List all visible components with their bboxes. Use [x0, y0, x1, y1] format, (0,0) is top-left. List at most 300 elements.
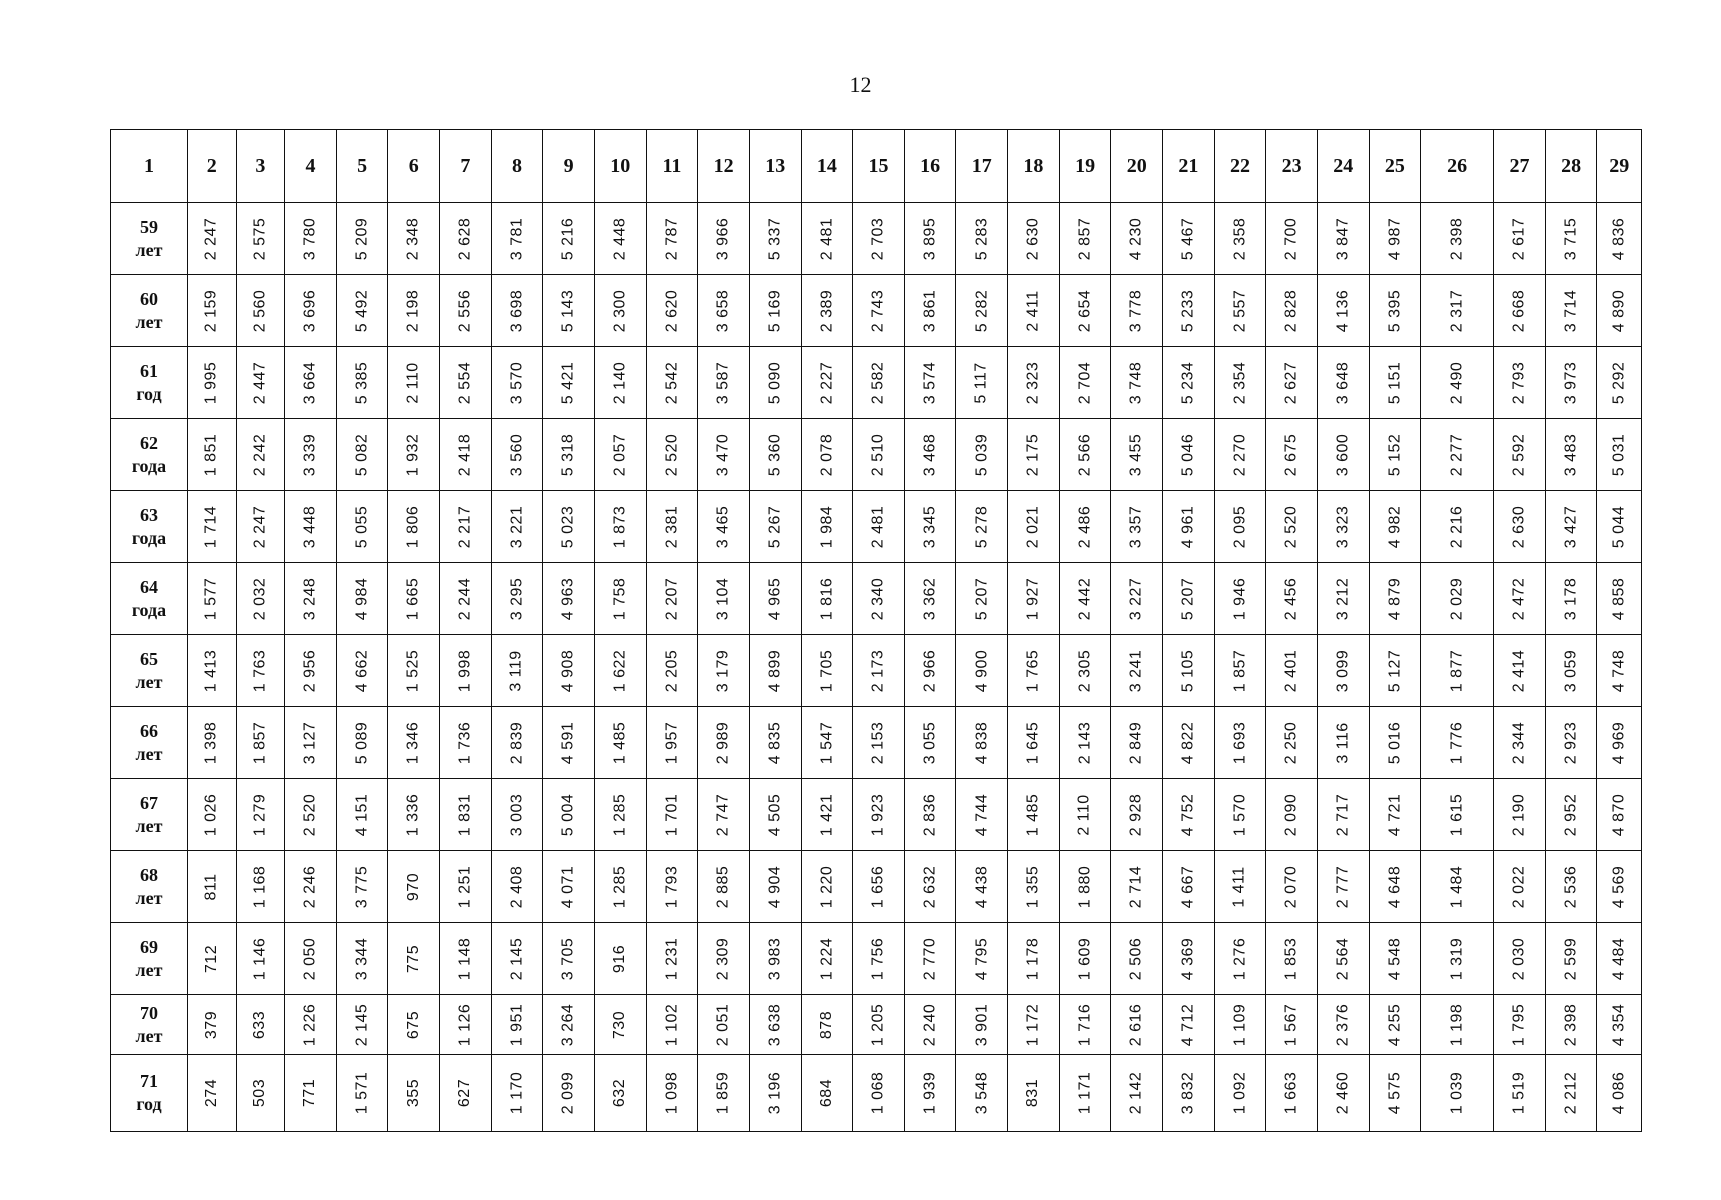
cell-value: 2 095 — [1230, 505, 1248, 548]
value-cell — [956, 923, 1008, 995]
value-cell — [440, 1055, 492, 1132]
cell-value: 3 698 — [508, 289, 526, 332]
cell-value: 2 599 — [1562, 937, 1580, 980]
cell-value: 3 778 — [1127, 289, 1145, 332]
value-cell — [491, 851, 543, 923]
cell-value: 5 492 — [353, 289, 371, 332]
cell-value: 2 140 — [611, 361, 629, 404]
value-cell — [1421, 491, 1494, 563]
cell-value: 1 857 — [1230, 649, 1248, 692]
table-row — [111, 923, 1642, 995]
cell-value: 4 721 — [1385, 793, 1403, 836]
cell-value: 5 207 — [972, 577, 990, 620]
cell-value: 2 620 — [662, 289, 680, 332]
value-cell — [1597, 203, 1642, 275]
value-cell — [440, 419, 492, 491]
cell-value: 2 323 — [1024, 361, 1042, 404]
value-cell — [1163, 563, 1215, 635]
cell-value: 4 484 — [1610, 937, 1628, 980]
cell-value: 1 957 — [662, 721, 680, 764]
value-cell — [1317, 779, 1369, 851]
cell-value: 2 309 — [714, 937, 732, 980]
value-cell — [1421, 851, 1494, 923]
cell-value: 3 587 — [714, 361, 732, 404]
column-header-7: 7 — [440, 130, 492, 203]
value-cell — [440, 203, 492, 275]
cell-value: 3 638 — [766, 1003, 784, 1046]
value-cell — [904, 779, 956, 851]
cell-value: 2 142 — [1127, 1071, 1145, 1115]
value-cell — [1545, 563, 1597, 635]
cell-value: 1 877 — [1448, 649, 1466, 692]
cell-value: 1 068 — [869, 1071, 887, 1115]
cell-value: 2 143 — [1076, 721, 1094, 764]
value-cell — [1008, 995, 1060, 1055]
cell-value: 4 836 — [1610, 217, 1628, 260]
value-cell — [543, 275, 595, 347]
column-header-12: 12 — [698, 130, 750, 203]
value-cell — [491, 563, 543, 635]
cell-value: 5 117 — [972, 361, 990, 404]
cell-value: 2 250 — [1282, 721, 1300, 764]
value-cell — [698, 851, 750, 923]
cell-value: 1 758 — [611, 577, 629, 620]
column-header-5: 5 — [336, 130, 388, 203]
value-cell — [594, 275, 646, 347]
cell-value: 2 099 — [559, 1071, 577, 1115]
value-cell — [1214, 347, 1266, 419]
value-cell — [388, 779, 440, 851]
cell-value: 1 795 — [1510, 1003, 1528, 1046]
value-cell — [1008, 491, 1060, 563]
value-cell — [1214, 995, 1266, 1055]
cell-value: 3 574 — [921, 361, 939, 404]
value-cell — [1163, 635, 1215, 707]
value-cell — [1008, 275, 1060, 347]
value-cell — [440, 635, 492, 707]
cell-value: 5 278 — [972, 505, 990, 548]
value-cell — [388, 563, 440, 635]
cell-value: 274 — [202, 1078, 220, 1108]
value-cell — [285, 779, 337, 851]
cell-value: 1 831 — [456, 793, 474, 836]
cell-value: 2 787 — [662, 217, 680, 260]
value-cell — [1214, 419, 1266, 491]
cell-value: 1 571 — [353, 1071, 371, 1115]
value-cell — [1059, 275, 1111, 347]
value-cell — [1545, 491, 1597, 563]
cell-value: 2 175 — [1024, 433, 1042, 476]
value-cell — [853, 347, 905, 419]
cell-value: 2 110 — [1076, 793, 1094, 836]
column-header-6: 6 — [388, 130, 440, 203]
value-cell — [1266, 1055, 1318, 1132]
value-cell — [1163, 923, 1215, 995]
cell-value: 3 600 — [1334, 433, 1352, 476]
value-cell — [1163, 203, 1215, 275]
age-cell — [111, 851, 188, 923]
value-cell — [1317, 851, 1369, 923]
value-cell — [1008, 419, 1060, 491]
value-cell — [491, 491, 543, 563]
value-cell — [646, 779, 698, 851]
cell-value: 2 153 — [869, 721, 887, 764]
value-cell — [187, 347, 236, 419]
value-cell — [749, 491, 801, 563]
cell-value: 3 221 — [508, 505, 526, 548]
cell-value: 3 227 — [1127, 577, 1145, 620]
value-cell — [336, 851, 388, 923]
age-cell — [111, 707, 188, 779]
cell-value: 4 835 — [766, 721, 784, 764]
value-cell — [491, 635, 543, 707]
cell-value: 2 198 — [404, 289, 422, 332]
value-cell — [1111, 203, 1163, 275]
cell-value: 3 427 — [1562, 505, 1580, 548]
cell-value: 831 — [1024, 1078, 1042, 1108]
cell-value: 3 966 — [714, 217, 732, 260]
cell-value: 1 148 — [456, 937, 474, 980]
cell-value: 3 775 — [353, 865, 371, 908]
cell-value: 2 630 — [1510, 505, 1528, 548]
cell-value: 1 285 — [611, 865, 629, 908]
value-cell — [749, 779, 801, 851]
value-cell — [646, 203, 698, 275]
value-cell — [646, 347, 698, 419]
age-number: 61 — [139, 360, 158, 381]
value-cell — [236, 347, 285, 419]
column-header-25: 25 — [1369, 130, 1421, 203]
cell-value: 1 816 — [817, 577, 835, 620]
value-cell — [285, 707, 337, 779]
cell-value: 2 070 — [1282, 865, 1300, 908]
value-cell — [1111, 1055, 1163, 1132]
value-cell — [440, 779, 492, 851]
cell-value: 2 381 — [662, 505, 680, 548]
value-cell — [956, 347, 1008, 419]
value-cell — [491, 347, 543, 419]
value-cell — [285, 851, 337, 923]
value-cell — [543, 419, 595, 491]
cell-value: 2 554 — [456, 361, 474, 404]
cell-value: 2 668 — [1510, 289, 1528, 332]
value-cell — [388, 995, 440, 1055]
value-cell — [543, 563, 595, 635]
cell-value: 2 627 — [1282, 361, 1300, 404]
value-cell — [801, 419, 853, 491]
value-cell — [801, 275, 853, 347]
cell-value: 4 965 — [766, 577, 784, 620]
cell-value: 2 217 — [456, 505, 474, 548]
cell-value: 1 092 — [1230, 1071, 1248, 1115]
value-cell — [1317, 923, 1369, 995]
value-cell — [1369, 635, 1421, 707]
cell-value: 1 776 — [1448, 721, 1466, 764]
cell-value: 2 617 — [1510, 217, 1528, 260]
value-cell — [853, 419, 905, 491]
cell-value: 4 648 — [1385, 865, 1403, 908]
value-cell — [1317, 995, 1369, 1055]
value-cell — [388, 275, 440, 347]
value-cell — [646, 1055, 698, 1132]
value-cell — [594, 1055, 646, 1132]
cell-value: 3 901 — [972, 1003, 990, 1046]
value-cell — [853, 995, 905, 1055]
value-cell — [853, 779, 905, 851]
value-cell — [491, 707, 543, 779]
value-cell — [698, 419, 750, 491]
cell-value: 5 082 — [353, 433, 371, 476]
column-header-11: 11 — [646, 130, 698, 203]
cell-value: 4 908 — [559, 649, 577, 692]
cell-value: 2 340 — [869, 577, 887, 620]
cell-value: 1 026 — [202, 793, 220, 836]
cell-value: 503 — [251, 1078, 269, 1108]
value-cell — [594, 851, 646, 923]
cell-value: 4 255 — [1385, 1003, 1403, 1046]
cell-value: 2 520 — [662, 433, 680, 476]
cell-value: 1 126 — [456, 1003, 474, 1046]
cell-value: 2 828 — [1282, 289, 1300, 332]
value-cell — [1421, 347, 1494, 419]
cell-value: 1 285 — [611, 793, 629, 836]
value-cell — [1317, 491, 1369, 563]
cell-value: 3 212 — [1334, 577, 1352, 620]
header-row — [111, 130, 1642, 203]
cell-value: 811 — [202, 872, 220, 901]
value-cell — [646, 995, 698, 1055]
value-cell — [336, 275, 388, 347]
cell-value: 1 998 — [456, 649, 474, 692]
cell-value: 3 648 — [1334, 361, 1352, 404]
cell-value: 5 004 — [559, 793, 577, 836]
value-cell — [1163, 491, 1215, 563]
cell-value: 1 793 — [662, 865, 680, 908]
cell-value: 3 570 — [508, 361, 526, 404]
column-header-10: 10 — [594, 130, 646, 203]
cell-value: 3 357 — [1127, 505, 1145, 548]
cell-value: 5 031 — [1610, 433, 1628, 476]
cell-value: 5 395 — [1385, 289, 1403, 332]
value-cell — [1008, 923, 1060, 995]
value-cell — [904, 995, 956, 1055]
value-cell — [1059, 1055, 1111, 1132]
value-cell — [285, 1055, 337, 1132]
value-cell — [1369, 923, 1421, 995]
value-cell — [1214, 707, 1266, 779]
value-cell — [236, 563, 285, 635]
cell-value: 2 145 — [508, 937, 526, 980]
column-header-13: 13 — [749, 130, 801, 203]
cell-value: 3 345 — [921, 505, 939, 548]
cell-value: 2 447 — [251, 361, 269, 404]
table-row — [111, 203, 1642, 275]
value-cell — [646, 635, 698, 707]
cell-value: 2 090 — [1282, 793, 1300, 836]
value-cell — [1421, 203, 1494, 275]
cell-value: 1 716 — [1076, 1003, 1094, 1046]
value-cell — [1317, 275, 1369, 347]
value-cell — [956, 779, 1008, 851]
cell-value: 2 460 — [1334, 1071, 1352, 1115]
column-header-17: 17 — [956, 130, 1008, 203]
column-header-15: 15 — [853, 130, 905, 203]
cell-value: 1 098 — [662, 1071, 680, 1115]
age-number: 70 — [139, 1002, 158, 1023]
value-cell — [1369, 1055, 1421, 1132]
cell-value: 3 295 — [508, 577, 526, 620]
value-cell — [1214, 923, 1266, 995]
cell-value: 3 470 — [714, 433, 732, 476]
value-cell — [336, 995, 388, 1055]
cell-value: 1 736 — [456, 721, 474, 764]
value-cell — [336, 923, 388, 995]
value-cell — [388, 419, 440, 491]
cell-value: 1 168 — [251, 865, 269, 908]
cell-value: 2 506 — [1127, 937, 1145, 980]
cell-value: 2 348 — [404, 217, 422, 260]
value-cell — [801, 779, 853, 851]
value-cell — [187, 419, 236, 491]
value-cell — [594, 563, 646, 635]
table-body — [111, 203, 1642, 1132]
cell-value: 1 763 — [251, 649, 269, 692]
value-cell — [440, 563, 492, 635]
value-cell — [904, 563, 956, 635]
age-cell — [111, 275, 188, 347]
cell-value: 2 408 — [508, 865, 526, 908]
column-header-14: 14 — [801, 130, 853, 203]
cell-value: 4 899 — [766, 649, 784, 692]
cell-value: 2 190 — [1510, 793, 1528, 836]
value-cell — [594, 347, 646, 419]
cell-value: 1 276 — [1230, 937, 1248, 980]
cell-value: 1 609 — [1076, 937, 1094, 980]
cell-value: 3 196 — [766, 1071, 784, 1115]
value-cell — [1597, 923, 1642, 995]
cell-value: 4 591 — [559, 721, 577, 764]
cell-value: 1 220 — [817, 865, 835, 908]
value-cell — [1494, 203, 1546, 275]
age-number: 68 — [139, 864, 158, 885]
cell-value: 2 216 — [1448, 505, 1466, 548]
value-cell — [1266, 347, 1318, 419]
cell-value: 1 547 — [817, 721, 835, 764]
column-header-8: 8 — [491, 130, 543, 203]
value-cell — [801, 995, 853, 1055]
age-unit: лет — [135, 815, 163, 836]
value-cell — [1597, 491, 1642, 563]
cell-value: 2 159 — [202, 289, 220, 332]
age-unit: лет — [135, 887, 163, 908]
value-cell — [1369, 563, 1421, 635]
cell-value: 2 575 — [251, 217, 269, 260]
value-cell — [904, 203, 956, 275]
value-cell — [1266, 419, 1318, 491]
value-cell — [698, 347, 750, 419]
cell-value: 2 247 — [251, 505, 269, 548]
column-header-19: 19 — [1059, 130, 1111, 203]
value-cell — [801, 923, 853, 995]
value-cell — [491, 419, 543, 491]
cell-value: 5 207 — [1179, 577, 1197, 620]
cell-value: 2 205 — [662, 649, 680, 692]
cell-value: 4 984 — [353, 577, 371, 620]
value-cell — [1111, 491, 1163, 563]
value-cell — [187, 923, 236, 995]
cell-value: 4 354 — [1610, 1003, 1628, 1046]
age-unit: лет — [135, 671, 163, 692]
cell-value: 4 900 — [972, 649, 990, 692]
cell-value: 3 781 — [508, 217, 526, 260]
cell-value: 4 752 — [1179, 793, 1197, 836]
age-cell — [111, 995, 188, 1055]
cell-value: 1 567 — [1282, 1003, 1300, 1046]
value-cell — [1597, 707, 1642, 779]
cell-value: 5 282 — [972, 289, 990, 332]
value-cell — [491, 779, 543, 851]
column-header-28: 28 — [1545, 130, 1597, 203]
cell-value: 3 248 — [301, 577, 319, 620]
cell-value: 2 557 — [1230, 289, 1248, 332]
cell-value: 2 078 — [817, 433, 835, 476]
age-cell — [111, 1055, 188, 1132]
value-cell — [801, 203, 853, 275]
cell-value: 2 207 — [662, 577, 680, 620]
value-cell — [1317, 1055, 1369, 1132]
cell-value: 3 468 — [921, 433, 939, 476]
value-cell — [285, 563, 337, 635]
cell-value: 4 838 — [972, 721, 990, 764]
value-cell — [236, 779, 285, 851]
value-cell — [749, 419, 801, 491]
value-cell — [956, 563, 1008, 635]
value-cell — [1059, 419, 1111, 491]
value-cell — [440, 275, 492, 347]
value-cell — [1266, 635, 1318, 707]
cell-value: 1 570 — [1230, 793, 1248, 836]
value-cell — [388, 347, 440, 419]
column-header-3: 3 — [236, 130, 285, 203]
cell-value: 1 398 — [202, 721, 220, 764]
value-cell — [187, 1055, 236, 1132]
value-cell — [904, 635, 956, 707]
cell-value: 5 233 — [1179, 289, 1197, 332]
table-row — [111, 779, 1642, 851]
value-cell — [236, 275, 285, 347]
cell-value: 1 039 — [1448, 1071, 1466, 1115]
age-cell — [111, 923, 188, 995]
value-cell — [698, 923, 750, 995]
value-cell — [1214, 779, 1266, 851]
age-cell — [111, 563, 188, 635]
value-cell — [1059, 203, 1111, 275]
value-cell — [336, 779, 388, 851]
cell-value: 1 927 — [1024, 577, 1042, 620]
value-cell — [543, 635, 595, 707]
cell-value: 1 853 — [1282, 937, 1300, 980]
cell-value: 3 465 — [714, 505, 732, 548]
table-row — [111, 275, 1642, 347]
cell-value: 1 857 — [251, 721, 269, 764]
value-cell — [285, 491, 337, 563]
cell-value: 1 205 — [869, 1003, 887, 1046]
value-cell — [1008, 203, 1060, 275]
cell-value: 3 104 — [714, 577, 732, 620]
value-cell — [388, 923, 440, 995]
value-cell — [187, 779, 236, 851]
cell-value: 1 705 — [817, 649, 835, 692]
